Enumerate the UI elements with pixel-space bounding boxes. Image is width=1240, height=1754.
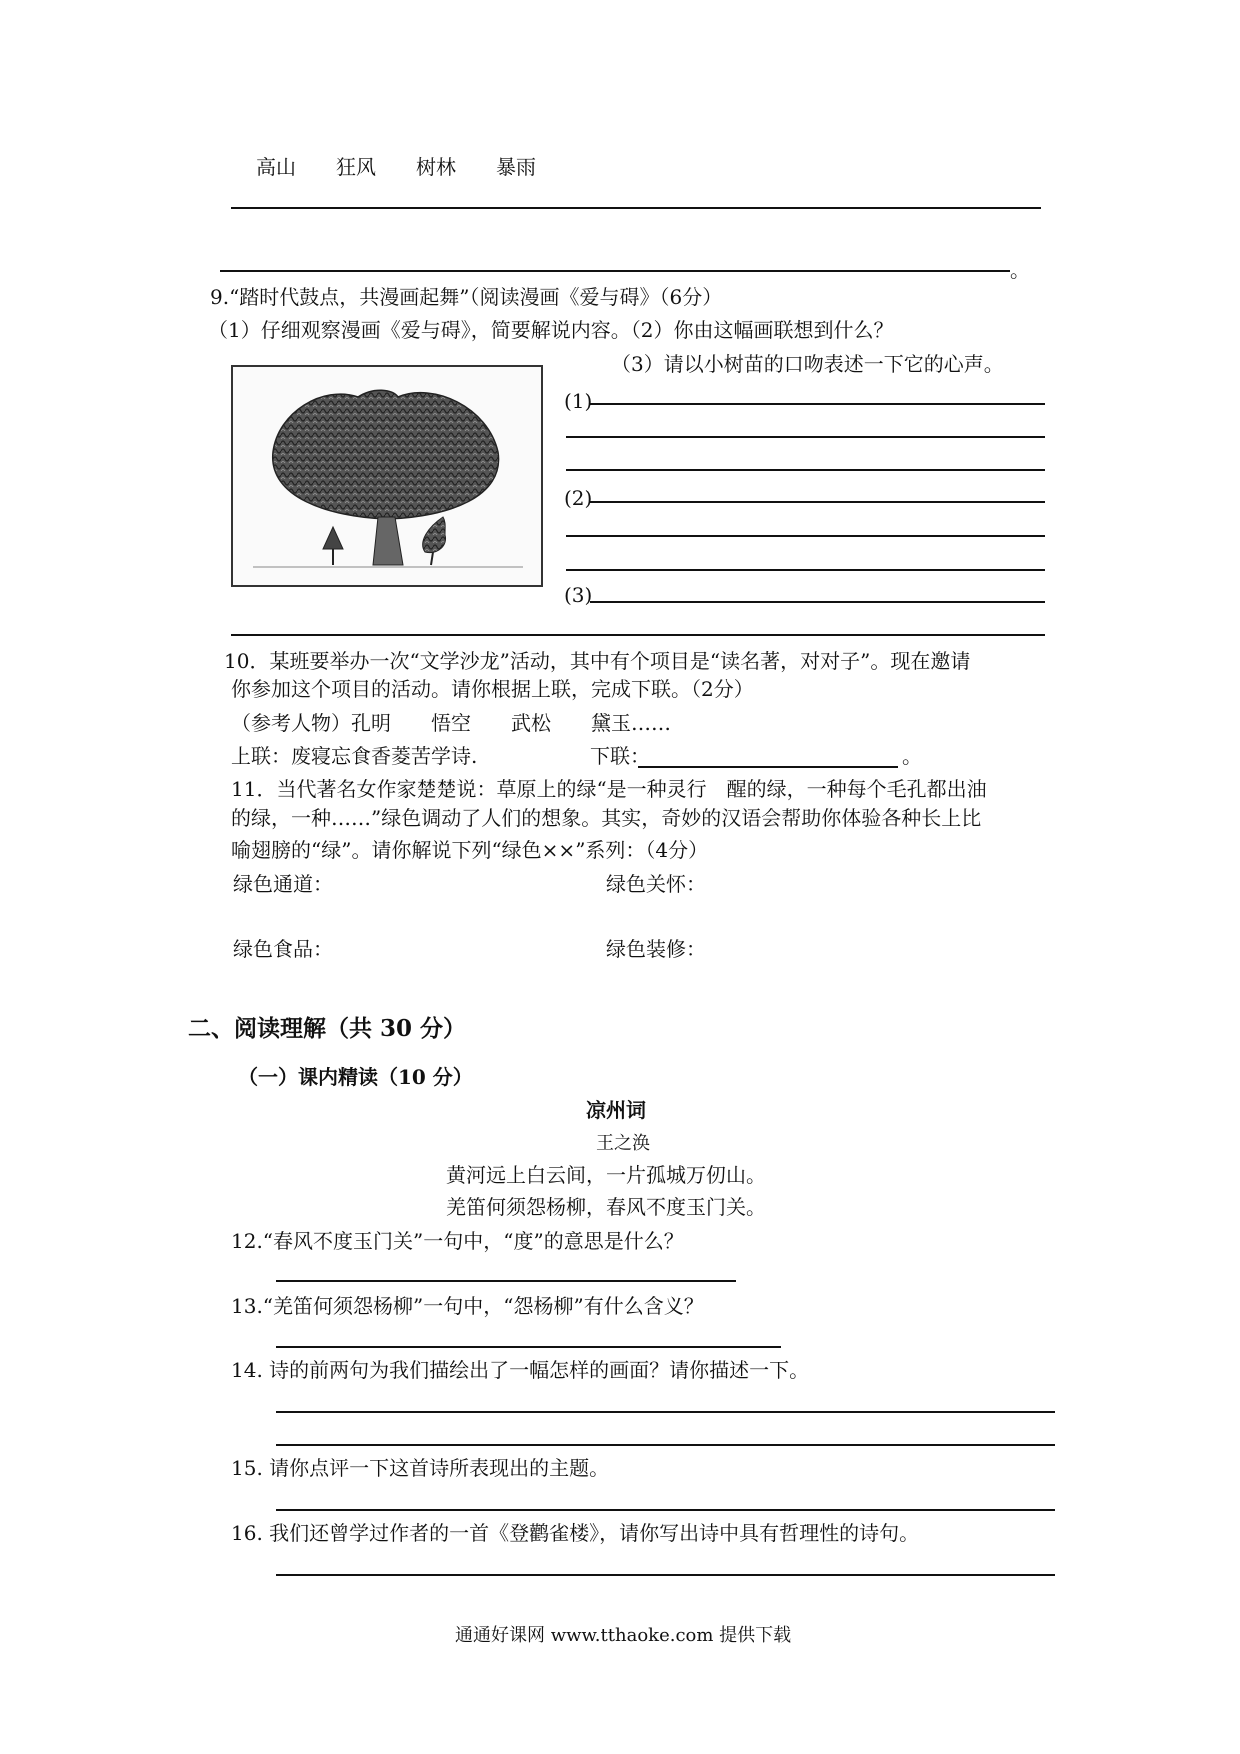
poem-title: 凉州词 bbox=[586, 1098, 646, 1122]
answer-line bbox=[566, 436, 1045, 438]
poem-line-1: 黄河远上白云间，一片孤城万仞山。 bbox=[446, 1163, 766, 1187]
q9-prompt-1-2: （1）仔细观察漫画《爱与碍》，简要解说内容。（2）你由这幅画联想到什么？ bbox=[208, 318, 894, 342]
answer-line bbox=[590, 601, 1045, 603]
q9-title: 9.“踏时代鼓点，共漫画起舞”（阅读漫画《爱与碍》（6分） bbox=[210, 285, 723, 309]
answer-line bbox=[276, 1509, 1055, 1511]
footer: 通通好课网 www.tthaoke.com 提供下载 bbox=[455, 1625, 792, 1646]
answer-line bbox=[276, 1411, 1055, 1413]
q13: 13.“羌笛何须怨杨柳”一句中，“怨杨柳”有什么含义？ bbox=[231, 1294, 704, 1318]
answer-line bbox=[276, 1280, 736, 1282]
q11-item-green-decoration: 绿色装修： bbox=[606, 937, 706, 961]
q11-item-green-channel: 绿色通道： bbox=[233, 872, 333, 896]
q16: 16. 我们还曾学过作者的一首《登鹳雀楼》，请你写出诗中具有哲理性的诗句。 bbox=[231, 1521, 920, 1545]
answer-line bbox=[566, 469, 1045, 471]
end-mark: 。 bbox=[902, 744, 922, 768]
answer-line bbox=[276, 1444, 1055, 1446]
q14: 14. 诗的前两句为我们描绘出了一幅怎样的画面？请你描述一下。 bbox=[231, 1358, 810, 1382]
answer-line bbox=[220, 270, 1010, 272]
q11-line-3: 喻翅膀的“绿”。请你解说下列“绿色××”系列：（4分） bbox=[231, 838, 709, 862]
sub-section-heading: （一）课内精读（10 分） bbox=[238, 1065, 473, 1089]
q15: 15. 请你点评一下这首诗所表现出的主题。 bbox=[231, 1456, 610, 1480]
cartoon-love-and-obstacle bbox=[231, 365, 543, 587]
q12: 12.“春风不度玉门关”一句中，“度”的意思是什么？ bbox=[231, 1229, 684, 1253]
q9-prompt-3: （3）请以小树苗的口吻表述一下它的心声。 bbox=[611, 352, 1004, 376]
answer-line bbox=[231, 207, 1041, 209]
answer-label-3: (3) bbox=[564, 583, 593, 607]
q10-line-1: 10．某班要举办一次“文学沙龙”活动，其中有个项目是“读名著，对对子”。现在邀请 bbox=[224, 649, 971, 673]
end-mark: 。 bbox=[1010, 258, 1030, 282]
q10-line-2: 你参加这个项目的活动。请你根据上联，完成下联。（2分） bbox=[231, 677, 754, 701]
q11-item-green-food: 绿色食品： bbox=[233, 937, 333, 961]
answer-line bbox=[276, 1346, 781, 1348]
tree-cartoon-image bbox=[233, 367, 541, 585]
q11-item-green-care: 绿色关怀： bbox=[606, 872, 706, 896]
answer-line bbox=[231, 634, 1045, 636]
q10-lower-label: 下联： bbox=[590, 744, 650, 768]
q11-line-1: 11．当代著名女作家楚楚说：草原上的绿“是一种灵行 醒的绿，一种每个毛孔都出油 bbox=[231, 777, 987, 801]
answer-line bbox=[590, 403, 1045, 405]
answer-line bbox=[566, 535, 1045, 537]
q10-upper-couplet: 上联：废寝忘食香菱苦学诗. bbox=[231, 744, 478, 768]
answer-label-2: (2) bbox=[564, 486, 593, 510]
section-heading: 二、阅读理解（共 30 分） bbox=[188, 1015, 467, 1042]
answer-label-1: (1) bbox=[564, 389, 593, 413]
q8-words: 高山 狂风 树林 暴雨 bbox=[256, 155, 536, 179]
poem-line-2: 羌笛何须怨杨柳，春风不度玉门关。 bbox=[446, 1195, 766, 1219]
answer-line bbox=[276, 1574, 1055, 1576]
answer-line bbox=[566, 569, 1045, 571]
q10-reference: （参考人物）孔明 悟空 武松 黛玉…… bbox=[231, 711, 671, 735]
answer-line bbox=[590, 501, 1045, 503]
poem-author: 王之涣 bbox=[596, 1133, 650, 1154]
q11-line-2: 的绿，一种……”绿色调动了人们的想象。其实，奇妙的汉语会帮助你体验各种长上比 bbox=[231, 806, 982, 830]
answer-line bbox=[638, 766, 898, 768]
